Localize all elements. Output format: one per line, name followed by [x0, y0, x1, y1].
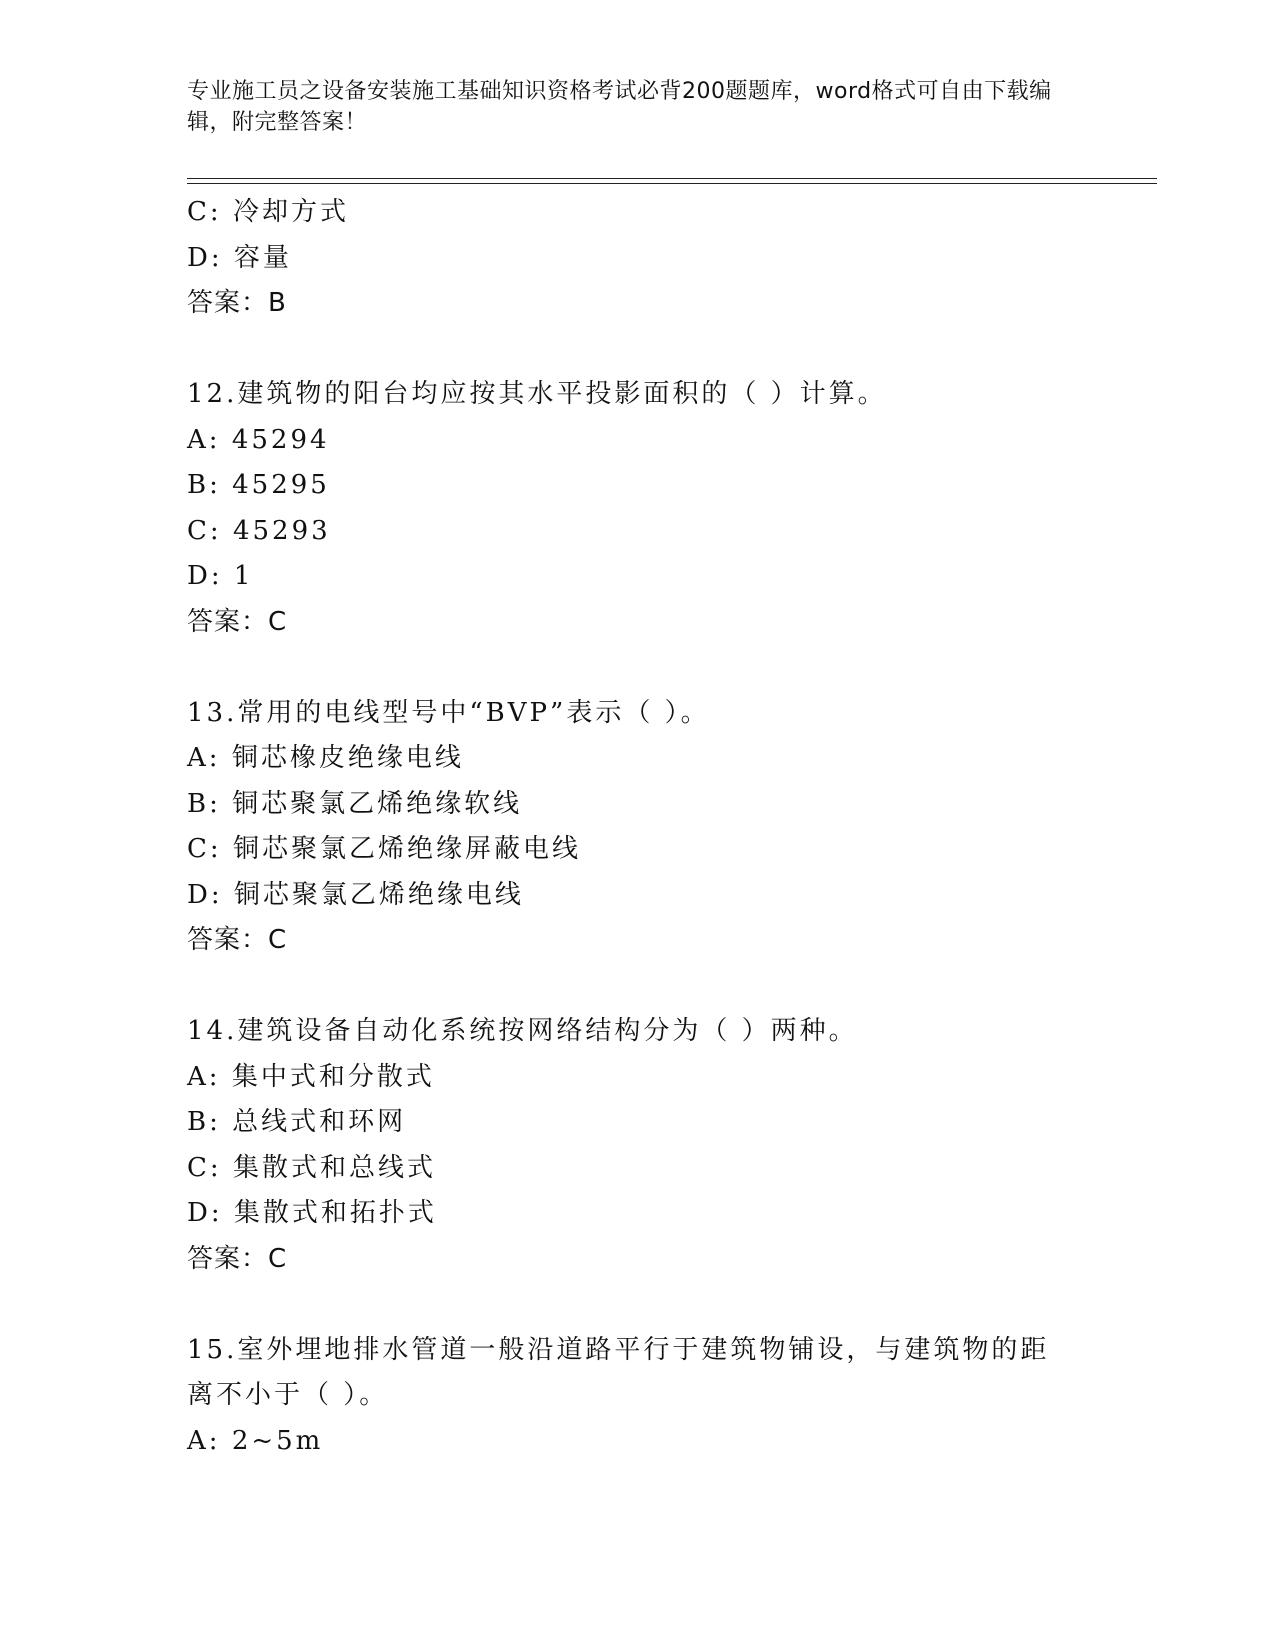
question-stem: 13.常用的电线型号中“BVP”表示（ ）。	[187, 697, 710, 728]
header-rule-top	[187, 178, 1157, 179]
option-b: B: 总线式和环网	[187, 1107, 407, 1137]
option-c: C: 集散式和总线式	[187, 1152, 436, 1183]
header-title: 专业施工员之设备安装施工基础知识资格考试必背200题题库，word格式可自由下载编辑，附完整答案！	[187, 79, 1052, 135]
answer-value: C	[268, 925, 288, 955]
option-b: B: 铜芯聚氯乙烯绝缘软线	[187, 788, 523, 819]
option-a: A: 铜芯橡皮绝缘电线	[187, 743, 464, 773]
question-list	[187, 190, 1087, 1464]
answer-value: C	[268, 606, 288, 637]
header-rule-bottom	[187, 183, 1157, 184]
answer-value: B	[268, 288, 287, 318]
question-13	[187, 691, 1087, 964]
question-15	[187, 1328, 1087, 1465]
answer-label: 答案：	[187, 925, 269, 955]
answer-line	[187, 1237, 1087, 1283]
option-d: D: 容量	[187, 242, 292, 273]
option-d: D: 1	[187, 561, 254, 591]
option-d: D: 集散式和拓扑式	[187, 1198, 437, 1228]
question-stem: 15.室外埋地排水管道一般沿道路平行于建筑物铺设，与建筑物的距离不小于（ ）。	[187, 1334, 1050, 1410]
option-c: C: 45293	[187, 515, 331, 546]
answer-label: 答案：	[187, 288, 269, 318]
answer-line	[187, 600, 1087, 646]
option-a: A: 集中式和分散式	[187, 1061, 435, 1092]
question-stem: 14.建筑设备自动化系统按网络结构分为（ ）两种。	[187, 1016, 858, 1046]
question-14	[187, 1009, 1087, 1282]
option-b: B: 45295	[187, 470, 330, 500]
question-12	[187, 372, 1087, 645]
option-d: D: 铜芯聚氯乙烯绝缘电线	[187, 879, 524, 910]
answer-label: 答案：	[187, 606, 269, 637]
option-c: C: 冷却方式	[187, 197, 349, 227]
option-a: A: 45294	[187, 424, 330, 455]
question-11-continued	[187, 190, 1087, 327]
option-a: A: 2~5m	[187, 1425, 324, 1456]
answer-value: C	[268, 1243, 288, 1274]
answer-line	[187, 281, 1087, 327]
answer-line	[187, 918, 1087, 964]
option-c: C: 铜芯聚氯乙烯绝缘屏蔽电线	[187, 834, 581, 864]
question-stem: 12.建筑物的阳台均应按其水平投影面积的（ ）计算。	[187, 379, 887, 409]
page-header	[187, 76, 1067, 138]
answer-label: 答案：	[187, 1243, 269, 1274]
